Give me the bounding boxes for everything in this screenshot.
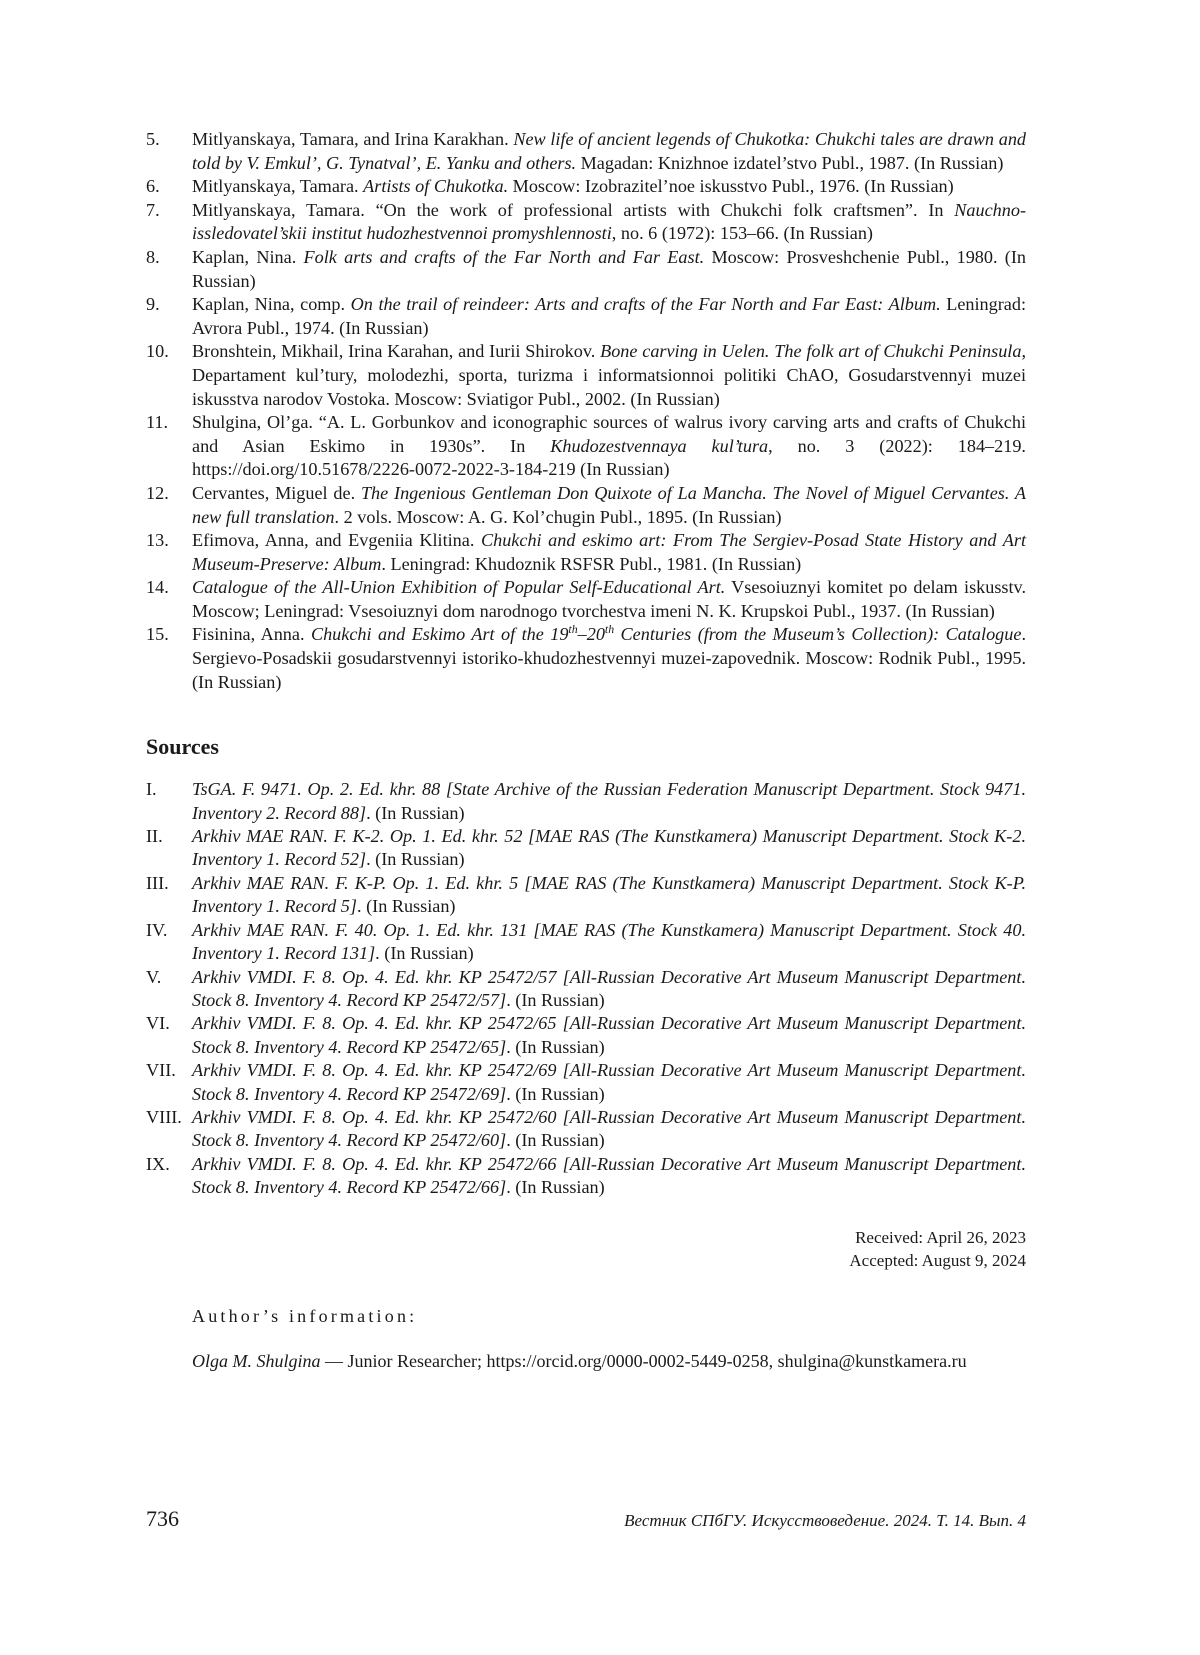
reference-number: 11. [146, 412, 169, 433]
reference-text: Shulgina, Ol’ga. “A. L. Gorbunkov and iconographic sources of walrus ivory carving arts and crafts of Chukchi and Asian Eskimo in 1930s”. In Khudozestvennaya kul’tura, no. 3 (2022): 184–219. https://doi.org/10.51678/2226-0072-2022-3-184-219 (In Russian) [192, 412, 1026, 480]
author-details: — Junior Researcher; https://orcid.org/0000-0002-5449-0258, shulgina@kunstkamera.ru [320, 1350, 967, 1371]
source-number: VI. [146, 1013, 170, 1034]
source-number: VIII. [146, 1106, 182, 1127]
source-item [146, 1153, 1026, 1200]
reference-number: 7. [146, 199, 160, 220]
reference-text: Fisinina, Anna. Chukchi and Eskimo Art of the 19th–20th Centuries (from the Museum’s Collection): Catalogue. Sergievo-Posadskii gosudarstvennyi istoriko-khudozhestvennyi muzei-zapovednik. Moscow: Rodnik Publ., 1995. (In Russian) [192, 622, 1026, 692]
reference-item [146, 529, 1026, 576]
reference-number: 13. [146, 530, 169, 551]
received-date: Received: April 26, 2023 [855, 1227, 1026, 1247]
reference-text: Mitlyanskaya, Tamara. “On the work of professional artists with Chukchi folk craftsmen”. In Nauchno-issledovatel’skii institut hudozhestvennoi promyshlennosti, no. 6 (1972): 153–66. (In Russian) [192, 199, 1026, 244]
author-info-heading: Author’s information: [192, 1305, 418, 1326]
accepted-date: Accepted: August 9, 2024 [849, 1250, 1026, 1270]
reference-number: 5. [146, 129, 160, 149]
reference-item [146, 482, 1026, 529]
source-item [146, 872, 1026, 919]
source-item [146, 778, 1026, 825]
reference-item [146, 199, 1026, 246]
references-list [146, 128, 1026, 694]
reference-item [146, 175, 1026, 199]
source-number: VII. [146, 1060, 176, 1081]
reference-item [146, 411, 1026, 482]
reference-text: Cervantes, Miguel de. The Ingenious Gentleman Don Quixote of La Mancha. The Novel of Miguel Cervantes. A new full translation. 2 vols. Moscow: A. G. Kol’chugin Publ., 1895. (In Russian) [192, 482, 1026, 527]
sources-heading: Sources [146, 734, 219, 760]
source-text: Arkhiv VMDI. F. 8. Op. 4. Ed. khr. KP 25472/65 [All-Russian Decorative Art Museum Manuscript Department. Stock 8. Inventory 4. Record KP 25472/65]. (In Russian) [192, 1013, 1026, 1057]
reference-number: 8. [146, 246, 160, 267]
author-info [192, 1349, 1026, 1373]
reference-number: 15. [146, 624, 169, 645]
reference-item [146, 246, 1026, 293]
submission-dates [146, 1226, 1026, 1272]
reference-number: 14. [146, 577, 169, 598]
source-text: Arkhiv VMDI. F. 8. Op. 4. Ed. khr. KP 25472/66 [All-Russian Decorative Art Museum Manuscript Department. Stock 8. Inventory 4. Record KP 25472/66]. (In Russian) [192, 1153, 1026, 1198]
source-text: Arkhiv VMDI. F. 8. Op. 4. Ed. khr. KP 25472/60 [All-Russian Decorative Art Museum Manuscript Department. Stock 8. Inventory 4. Record KP 25472/60]. (In Russian) [192, 1106, 1026, 1151]
page-footer [146, 1506, 1026, 1536]
author-name: Olga M. Shulgina [192, 1350, 321, 1371]
source-item [146, 1106, 1026, 1153]
source-item [146, 966, 1026, 1013]
reference-number: 10. [146, 341, 169, 362]
source-number: II. [146, 826, 163, 847]
reference-text: Mitlyanskaya, Tamara, and Irina Karakhan. New life of ancient legends of Chukotka: Chukchi tales are drawn and told by V. Emkul’, G. Tynatval’, E. Yanku and others. Magadan: Knizhnoe izdatel’stvo Publ., 1987. (In Russian) [192, 129, 1027, 173]
sources-list [146, 778, 1026, 1199]
reference-item [146, 576, 1026, 623]
reference-text: Mitlyanskaya, Tamara. Artists of Chukotka. Moscow: Izobrazitel’noe iskusstvo Publ., 1976. (In Russian) [192, 176, 954, 197]
source-text: Arkhiv MAE RAN. F. 40. Op. 1. Ed. khr. 131 [MAE RAS (The Kunstkamera) Manuscript Department. Stock 40. Inventory 1. Record 131]. (In Russian) [192, 919, 1026, 964]
source-text: Arkhiv VMDI. F. 8. Op. 4. Ed. khr. KP 25472/57 [All-Russian Decorative Art Museum Manuscript Department. Stock 8. Inventory 4. Record KP 25472/57]. (In Russian) [192, 966, 1026, 1010]
source-item [146, 825, 1026, 872]
reference-text: Kaplan, Nina. Folk arts and crafts of the Far North and Far East. Moscow: Prosveshchenie Publ., 1980. (In Russian) [192, 246, 1027, 291]
reference-item [146, 623, 1026, 694]
source-text: Arkhiv VMDI. F. 8. Op. 4. Ed. khr. KP 25472/69 [All-Russian Decorative Art Museum Manuscript Department. Stock 8. Inventory 4. Record KP 25472/69]. (In Russian) [192, 1060, 1026, 1104]
page-content [146, 128, 1026, 1373]
reference-item [146, 293, 1026, 340]
reference-text: Bronshtein, Mikhail, Irina Karahan, and Iurii Shirokov. Bone carving in Uelen. The folk art of Chukchi Peninsula, Departament kul’tury, molodezhi, sporta, turizma i informatsionnoi politiki ChAO, Gosudarstvennyi muzei iskusstva narodov Vostoka. Moscow: Sviatigor Publ., 2002. (In Russian) [192, 341, 1026, 409]
source-number: III. [146, 872, 169, 893]
source-item [146, 919, 1026, 966]
source-text: Arkhiv MAE RAN. F. K-P. Op. 1. Ed. khr. 5 [MAE RAS (The Kunstkamera) Manuscript Department. Stock K-P. Inventory 1. Record 5]. (In Russian) [192, 872, 1026, 917]
reference-number: 6. [146, 176, 160, 197]
page-number: 736 [146, 1506, 179, 1531]
source-item [146, 1012, 1026, 1059]
reference-text: Kaplan, Nina, comp. On the trail of reindeer: Arts and crafts of the Far North and Far East: Album. Leningrad: Avrora Publ., 1974. (In Russian) [192, 294, 1027, 338]
journal-running-title: Вестник СПбГУ. Искусствоведение. 2024. Т. 14. Вып. 4 [624, 1511, 1026, 1530]
reference-text: Catalogue of the All-Union Exhibition of Popular Self-Educational Art. Vsesoiuznyi komitet po delam iskusstv. Moscow; Leningrad: Vsesoiuznyi dom narodnogo tvorchestva imeni N. K. Krupskoi Publ., 1937. (In Russian) [192, 577, 1027, 621]
source-item [146, 1059, 1026, 1106]
reference-text: Efimova, Anna, and Evgeniia Klitina. Chukchi and eskimo art: From The Sergiev-Posad State History and Art Museum-Preserve: Album. Leningrad: Khudoznik RSFSR Publ., 1981. (In Russian) [192, 530, 1026, 574]
source-number: IX. [146, 1153, 170, 1174]
reference-number: 9. [146, 294, 160, 315]
source-text: TsGA. F. 9471. Op. 2. Ed. khr. 88 [State Archive of the Russian Federation Manuscript Department. Stock 9471. Inventory 2. Record 88]. (In Russian) [192, 779, 1026, 823]
source-text: Arkhiv MAE RAN. F. K-2. Op. 1. Ed. khr. 52 [MAE RAS (The Kunstkamera) Manuscript Department. Stock K-2. Inventory 1. Record 52]. (In Russian) [192, 826, 1026, 870]
source-number: V. [146, 966, 162, 987]
source-number: I. [146, 779, 157, 800]
source-number: IV. [146, 919, 168, 940]
reference-item [146, 128, 1026, 175]
reference-number: 12. [146, 482, 169, 503]
reference-item [146, 340, 1026, 411]
